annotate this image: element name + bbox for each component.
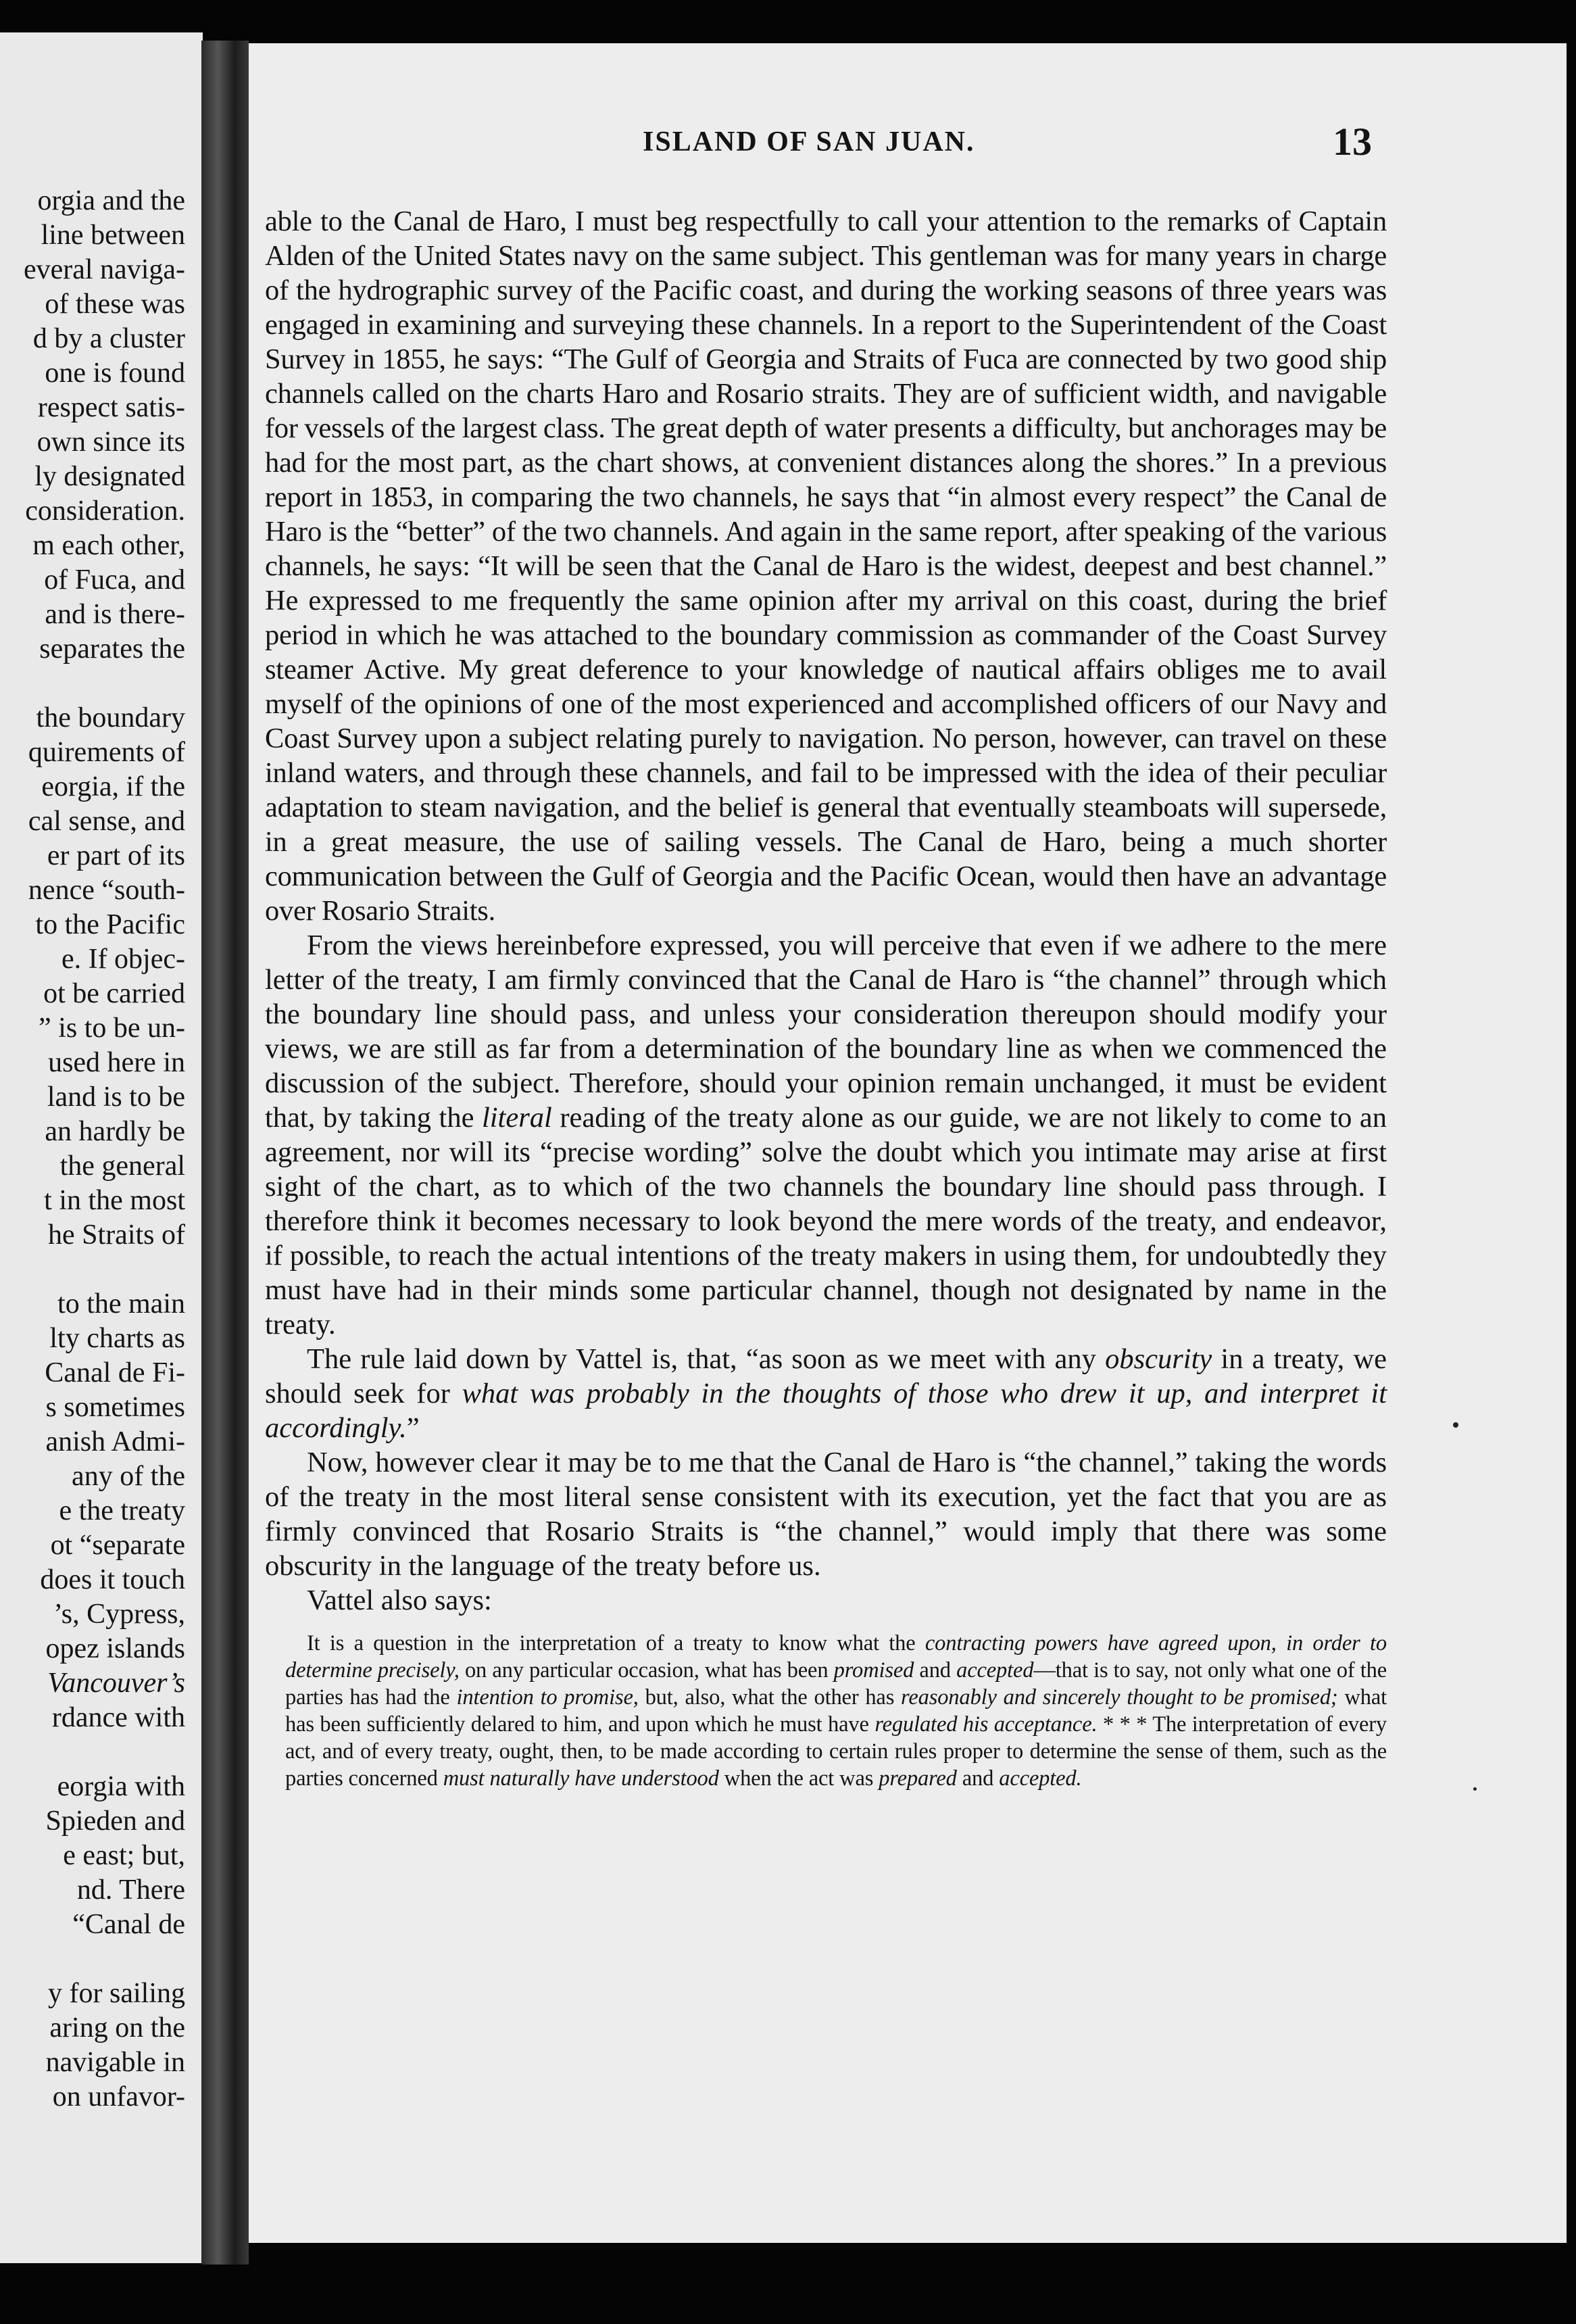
left-page-line: Vancouver’s (47, 1668, 185, 1699)
left-page-line: nence “south- (28, 875, 185, 906)
left-page-line: any of the (72, 1461, 185, 1492)
left-page-line: to the main (57, 1288, 185, 1320)
paragraph-3-b: obscurity (1105, 1343, 1212, 1375)
left-page-line: aring on the (49, 2012, 185, 2043)
quote-part-5-italic: reasonably and sincerely thought to be promised; (901, 1685, 1338, 1710)
paragraph-3-d: what was probably in the thoughts of those who drew it up, and interpret it accordingly. (265, 1378, 1387, 1444)
left-page-line (0, 1253, 185, 1287)
vattel-quote (265, 1630, 1387, 1792)
left-page-line: one is found (45, 358, 185, 389)
paragraph-1-text: able to the Canal de Haro, I must beg respectfully to call your attention to the remarks of Captain Alden of the United States navy on the same subject. This gentleman was for many years in charge of the hydrographic survey of the Pacific coast, and during the working seasons of three years was engaged in examining and surveying these channels. In a report to the Superintendent of the Coast Survey in 1855, he says: “The Gulf of Georgia and Straits of Fuca are connected by two good ship channels called on the charts Haro and Rosario straits. They are of sufficient width, and navigable for vessels of the largest class. The great depth of water presents a difficulty, but anchorages may be had for the most part, as the chart shows, at convenient distances along the shores.” In a previous report in 1853, in comparing the two channels, he says that “in almost every respect” the Canal de Haro is the “better” of the two channels. And again in the same report, after speaking of the various channels, he says: “It will be seen that the Canal de Haro is the widest, deepest and best channel.” He expressed to me frequently the same opinion after my arrival on this coast, during the brief period in which he was attached to the boundary commission as commander of the Coast Survey steamer Active. My great deference to your knowledge of nautical affairs obliges me to avail myself of the opinions of one of the most experienced and accomplished officers of our Navy and Coast Survey upon a subject relating purely to navigation. No person, however, can travel on these inland waters, and through these channels, and fail to be impressed with the idea of their peculiar adaptation to steam navigation, and the belief is general that eventually steamboats will supersede, in a great measure, the use of sailing vessels. The Canal de Haro, being a much shorter communication between the Gulf of Georgia and the Pacific Ocean, would then have an advantage over Rosario Straits. (265, 205, 1387, 927)
quote-part-7: * * * The interpretation of every act, and of every treaty, ought, then, to be made according to certain rules proper to determine the sense of them, such as the parties concerned (285, 1712, 1387, 1791)
left-page-line: anish Admi- (45, 1426, 185, 1457)
left-page-line: “Canal de (72, 1909, 185, 1940)
paragraph-2-text: From the views hereinbefore expressed, you will perceive that even if we adhere to the mere letter of the treaty, I am firmly convinced that the Canal de Haro is “the channel” through which the boundary line should pass, and unless your consideration thereupon should modify your views, we are still as far from a determination of the boundary line as when we commenced the discussion of the subject. Therefore, should your opinion remain unchanged, it must be evident that, by taking the (265, 929, 1387, 1134)
left-page-line: quirements of (28, 737, 185, 768)
quote-part-6-italic: regulated his acceptance. (875, 1712, 1098, 1737)
left-page-line: consideration. (25, 495, 185, 527)
left-page-line: to the Pacific (35, 909, 185, 940)
paragraph-3-e: ” (406, 1412, 420, 1444)
left-page-line: eorgia, if the (41, 771, 185, 802)
paragraph-3-a: The rule laid down by Vattel is, that, “as soon as we meet with any (307, 1343, 1096, 1375)
running-head-title: ISLAND OF SAN JUAN. (643, 126, 975, 158)
left-page-line (0, 667, 185, 701)
left-page-line: separates the (39, 633, 185, 664)
left-page-line: eorgia with (57, 1771, 185, 1802)
left-page-line: rdance with (51, 1702, 185, 1733)
quote-part-9-italic: accepted. (999, 1766, 1082, 1791)
quote-part-3: and (919, 1658, 951, 1683)
left-page-text-fragments (0, 184, 185, 2114)
paragraph-2-tail: reading of the treaty alone as our guide, we are not likely to come to an agreement, nor will its “precise wording” solve the doubt which you intimate may arise at first sight of the chart, as to which of the two channels the boundary line should pass through. I therefore think it becomes necessary to look beyond the mere words of the treaty, and endeavor, if possible, to reach the actual intentions of the treaty makers in using them, for undoubtedly they must have had in their minds some particular channel, though not designated by name in the treaty. (265, 1102, 1387, 1340)
left-page-line: does it touch (40, 1564, 185, 1595)
left-page-line: t in the most (44, 1185, 185, 1216)
left-page-line: y for sailing (48, 1978, 185, 2009)
left-page-line: lty charts as (49, 1323, 185, 1354)
left-page-line: Canal de Fi- (45, 1357, 185, 1388)
left-page-line: er part of its (47, 840, 185, 871)
margin-speck (1453, 1422, 1458, 1428)
left-page-line: navigable in (45, 2047, 185, 2078)
quote-part-1: It is a question in the interpretation of a treaty to know what the (307, 1631, 916, 1655)
left-page-line: nd. There (76, 1874, 185, 1906)
left-page-line: cal sense, and (28, 806, 185, 837)
quote-part-8: when the act was (724, 1766, 874, 1791)
quote-part-1-italic: contracting powers have agreed upon, in order to determine precisely, (285, 1631, 1387, 1683)
left-page-line: line between (41, 220, 185, 251)
quote-part-9: and (962, 1766, 994, 1791)
left-page-line: an hardly be (45, 1116, 185, 1147)
left-page-line: s sometimes (45, 1392, 185, 1423)
quote-part-5: but, also, what the other has (645, 1685, 895, 1710)
left-page-line (0, 1942, 185, 1977)
left-page-line: opez islands (45, 1633, 185, 1664)
quote-part-2: on any particular occasion, what has been (464, 1658, 829, 1683)
left-page-line: he Straits of (48, 1219, 185, 1251)
left-page-line: own since its (36, 427, 185, 458)
left-page-line: e. If objec- (61, 944, 185, 975)
paragraph-3 (265, 1342, 1387, 1445)
margin-speck (1473, 1787, 1477, 1791)
paragraph-4-text: Now, however clear it may be to me that the Canal de Haro is “the channel,” taking the words of the treaty in the most literal sense consistent with its execution, yet the fact that you are as firmly convinced that Rosario Straits is “the channel,” would imply that there was some obscurity in the language of the treaty before us. (265, 1447, 1387, 1582)
quote-part-6: what has been sufficiently delared to him, and upon which he must have (285, 1685, 1387, 1737)
left-page-line: on unfavor- (52, 2081, 185, 2112)
quote-part-4-italic: intention to promise, (456, 1685, 639, 1710)
left-page-line: orgia and the (37, 185, 185, 216)
left-page-line: of Fuca, and (44, 564, 185, 596)
left-page-line: ot “separate (50, 1530, 185, 1561)
left-page-line: used here in (48, 1047, 185, 1078)
left-page-line: the general (59, 1151, 185, 1182)
paragraph-1 (265, 204, 1387, 928)
paragraph-2-italic: literal (481, 1102, 552, 1134)
page-number: 13 (1333, 120, 1372, 164)
running-head (249, 120, 1567, 173)
left-page-line: and is there- (45, 599, 185, 630)
quote-part-4: —that is to say, not only what one of the parties has had the (285, 1658, 1387, 1710)
left-page-line: land is to be (47, 1082, 185, 1113)
left-page-line: d by a cluster (32, 323, 185, 354)
left-page-line: ” is to be un- (39, 1013, 185, 1044)
paragraph-3-c: in a treaty, we should seek for (265, 1343, 1387, 1409)
left-page-line: e the treaty (59, 1495, 185, 1526)
left-page-line: ly designated (34, 461, 185, 492)
book-gutter (201, 41, 249, 2265)
left-page-line: of these was (45, 289, 185, 320)
paragraph-4 (265, 1445, 1387, 1583)
quote-part-7-italic: must naturally have understood (443, 1766, 719, 1791)
left-page-line (0, 1735, 185, 1770)
left-page-line: Spieden and (45, 1806, 185, 1837)
left-page-line: ’s, Cypress, (53, 1599, 185, 1630)
left-page-line: e east; but, (63, 1840, 185, 1871)
left-page-line: the boundary (36, 702, 185, 733)
left-page-line: m each other, (32, 530, 185, 561)
left-page-line: respect satis- (37, 392, 185, 423)
left-facing-page (0, 32, 203, 2263)
left-page-line: ot be carried (43, 978, 185, 1009)
quote-part-2-italic: promised (833, 1658, 914, 1683)
quote-part-8-italic: prepared (879, 1766, 957, 1791)
right-page (249, 43, 1567, 2243)
paragraph-5: Vattel also says: (307, 1584, 492, 1616)
quote-part-3-italic: accepted (956, 1658, 1034, 1683)
body-text (265, 204, 1387, 1792)
left-page-line: everal naviga- (23, 254, 185, 285)
paragraph-2 (265, 928, 1387, 1342)
vattel-quote-text (285, 1630, 1387, 1792)
